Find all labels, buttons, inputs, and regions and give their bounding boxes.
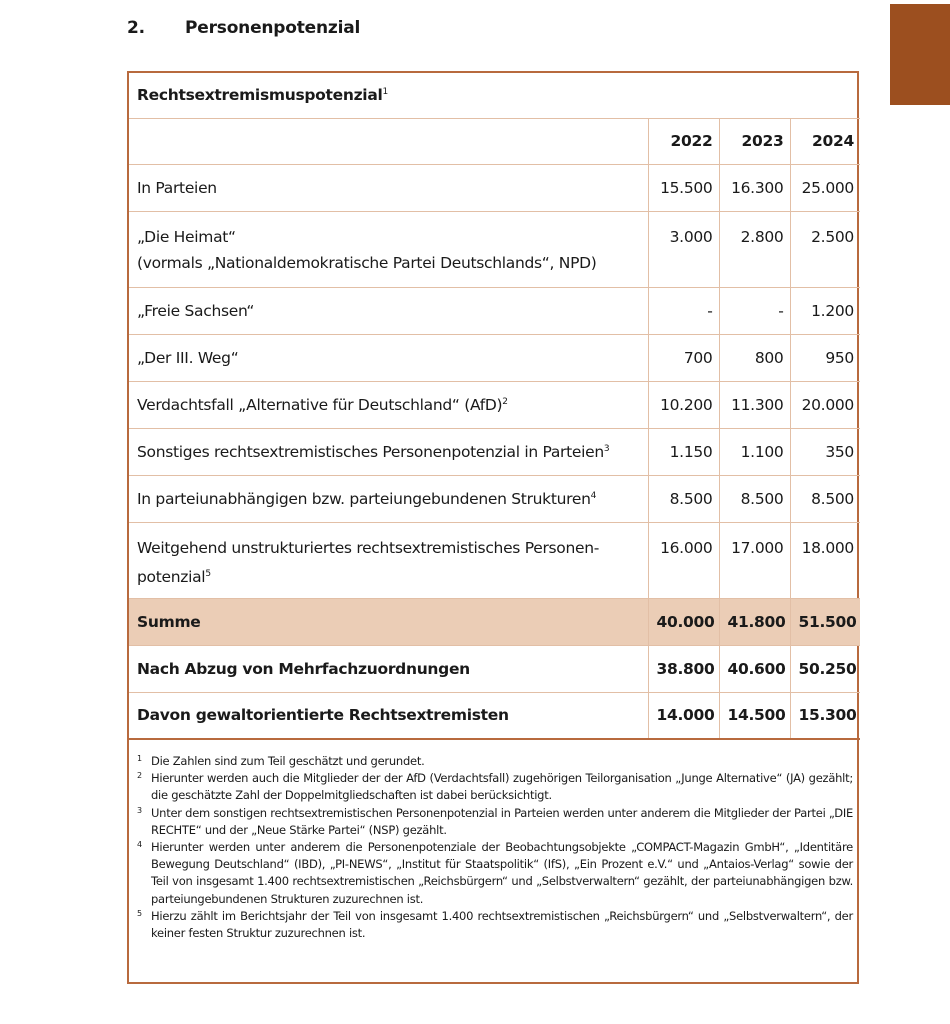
footnote-ref: 1	[382, 87, 388, 98]
row-value: 50.250	[790, 645, 860, 692]
row-value: 20.000	[790, 381, 860, 428]
footnotes	[137, 753, 853, 942]
row-value: 2.500	[790, 211, 860, 287]
year-header: 2023	[719, 118, 790, 164]
net-total-row	[129, 645, 860, 692]
section-title: Personenpotenzial	[185, 18, 361, 38]
chapter-tab-marker	[890, 4, 950, 105]
row-label	[129, 428, 648, 475]
row-value: 800	[719, 334, 790, 381]
table-row	[129, 211, 860, 287]
row-value: 11.300	[719, 381, 790, 428]
row-label: Nach Abzug von Mehrfachzuordnungen	[137, 659, 470, 678]
footnote-mark: 2	[137, 771, 142, 781]
row-value: 8.500	[648, 475, 719, 522]
footnote-text: Die Zahlen sind zum Teil geschätzt und gerundet.	[151, 754, 425, 768]
row-label	[129, 522, 648, 598]
row-label: Davon gewaltorientierte Rechtsextremisten	[137, 706, 509, 725]
row-label-line: (vormals „Nationaldemokratische Partei Deutschlands“, NPD)	[137, 253, 597, 272]
row-value: 15.500	[648, 164, 719, 211]
footnote-ref: 2	[502, 396, 508, 407]
row-value: 8.500	[790, 475, 860, 522]
footnote-mark: 3	[137, 805, 142, 815]
row-label: „Der III. Weg“	[137, 348, 239, 367]
row-value: 15.300	[790, 692, 860, 739]
table-row	[129, 287, 860, 334]
row-value: 40.000	[648, 598, 719, 645]
footnote	[137, 770, 853, 804]
row-value: 1.100	[719, 428, 790, 475]
row-value: 10.200	[648, 381, 719, 428]
footnote-text: Unter dem sonstigen rechtsextremistischen Personenpotenzial in Parteien werden unter anderem die Mitglieder der Partei „DIE RECHTE“ und der „Neue Stärke Partei“ (NSP) gezählt.	[151, 805, 853, 837]
personenpotenzial-table	[129, 73, 860, 740]
row-value: 51.500	[790, 598, 860, 645]
header-spacer	[129, 118, 648, 164]
table-row	[129, 334, 860, 381]
row-value: 17.000	[719, 522, 790, 598]
row-value: 2.800	[719, 211, 790, 287]
row-label	[129, 211, 648, 287]
row-value: 14.500	[719, 692, 790, 739]
row-label-line: potenzial	[137, 567, 206, 586]
footnote	[137, 753, 853, 770]
violent-row	[129, 692, 860, 739]
row-label: „Freie Sachsen“	[137, 301, 255, 320]
year-header-row	[129, 118, 860, 164]
table-row	[129, 164, 860, 211]
footnote-ref: 5	[205, 568, 211, 579]
footnote-mark: 5	[137, 908, 142, 918]
row-value: 1.150	[648, 428, 719, 475]
table-row	[129, 428, 860, 475]
footnote	[137, 805, 853, 839]
year-header: 2022	[648, 118, 719, 164]
year-header: 2024	[790, 118, 860, 164]
table-title: Rechtsextremismuspotenzial	[137, 86, 383, 105]
row-label-line: „Die Heimat“	[137, 227, 236, 246]
row-label-text: Verdachtsfall „Alternative für Deutschland“ (AfD)	[137, 395, 503, 414]
footnote-ref: 3	[603, 443, 610, 454]
footnote-mark: 1	[137, 754, 142, 763]
row-value: 40.600	[719, 645, 790, 692]
row-value: 16.000	[648, 522, 719, 598]
table-row	[129, 475, 860, 522]
footnote-ref: 4	[590, 490, 597, 501]
footnote-text: Hierunter werden auch die Mitglieder der der AfD (Verdachtsfall) zugehörigen Teilorganisation „Junge Alternative“ (JA) gezählt; die geschätzte Zahl der Doppelmitgliedschaften ist dabei berücksichtigt.	[151, 771, 853, 803]
row-value: 350	[790, 428, 860, 475]
row-label	[129, 381, 648, 428]
row-value: 1.200	[790, 287, 860, 334]
row-label-text: Sonstiges rechtsextremistisches Personenpotenzial in Parteien	[137, 442, 604, 461]
row-value: 950	[790, 334, 860, 381]
row-value: -	[719, 287, 790, 334]
row-value: 3.000	[648, 211, 719, 287]
row-value: 8.500	[719, 475, 790, 522]
row-value: -	[648, 287, 719, 334]
footnote	[137, 908, 853, 942]
row-value: 16.300	[719, 164, 790, 211]
row-value: 700	[648, 334, 719, 381]
footnote	[137, 839, 853, 908]
row-value: 14.000	[648, 692, 719, 739]
row-label: Summe	[129, 598, 648, 645]
row-label-line: Weitgehend unstrukturiertes rechtsextremistisches Personen-	[137, 538, 600, 557]
sum-row	[129, 598, 860, 645]
row-value: 25.000	[790, 164, 860, 211]
row-label	[129, 475, 648, 522]
section-heading	[127, 18, 360, 38]
footnote-mark: 4	[137, 840, 142, 850]
footnote-text: Hierunter werden unter anderem die Personenpotenziale der Beobachtungsobjekte „COMPACT-Magazin GmbH“, „Identitäre Bewegung Deutschland“ (IBD), „PI-NEWS“, „Institut für Staatspolitik“ (IfS), „Ein Prozent e.V.“ und „Antaios-Verlag“ sowie der Teil von insgesamt 1.400 rechtsextremistischen „Reichsbürgern“ und „Selbstverwaltern“ gezählt, der parteiunabhängigen bzw. parteiungebundenen Strukturen zuzurechnen ist.	[151, 840, 853, 906]
section-number: 2.	[127, 18, 145, 38]
row-label: In Parteien	[137, 178, 217, 197]
row-value: 38.800	[648, 645, 719, 692]
table-row	[129, 381, 860, 428]
footnote-text: Hierzu zählt im Berichtsjahr der Teil von insgesamt 1.400 rechtsextremistischen „Reichsbürgern“ und „Selbstverwaltern“, der keiner festen Struktur zuzurechnen ist.	[151, 908, 853, 941]
row-value: 18.000	[790, 522, 860, 598]
row-value: 41.800	[719, 598, 790, 645]
table-row	[129, 522, 860, 598]
table-title-row	[129, 73, 860, 118]
row-label-text: In parteiunabhängigen bzw. parteiungebundenen Strukturen	[137, 489, 591, 508]
